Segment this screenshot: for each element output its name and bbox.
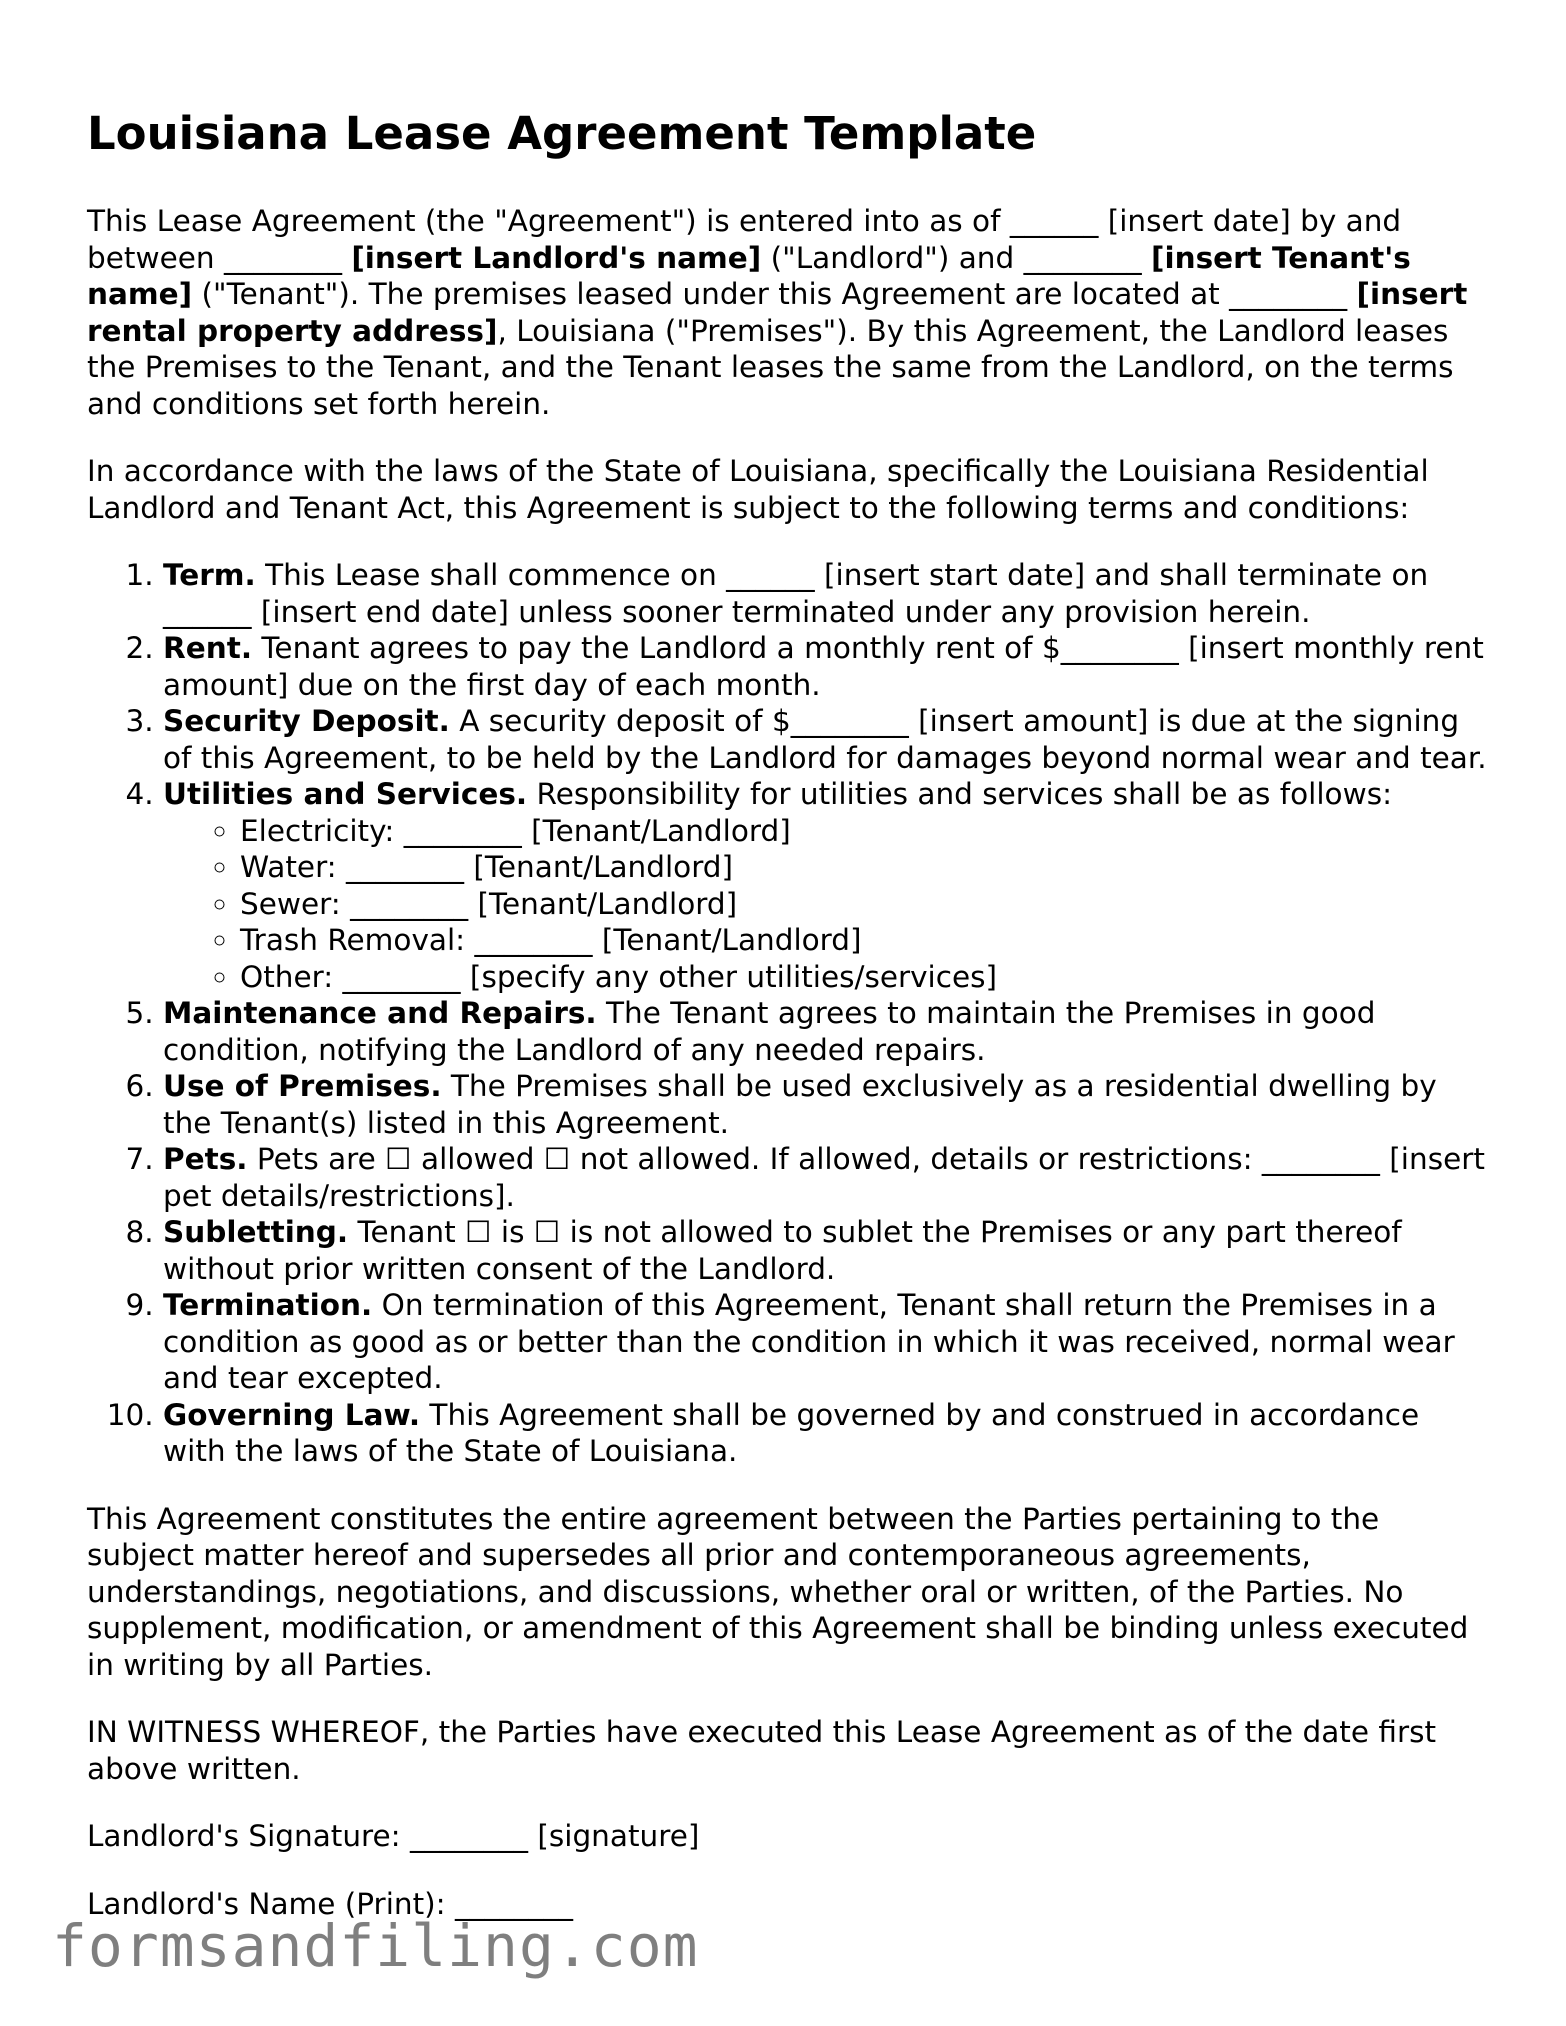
intro-text-4: , Louisiana ("Premises"). By this Agreement, the Landlord leases the Premises to the Tenant, and the Tenant leases the same from the Landlord, on the terms and conditions set forth herein.	[87, 313, 1454, 421]
tenant-name-placeholder: [insert Tenant's name]	[87, 240, 1411, 311]
document-page	[87, 107, 1487, 1953]
watermark-logo: formsandfiling.com	[52, 1912, 699, 1980]
term-text: The Tenant agrees to maintain the Premises in good condition, notifying the Landlord of any needed repairs.	[163, 996, 1376, 1067]
term-label: Subletting.	[163, 1215, 349, 1249]
term-text: This Lease shall commence on ______ [insert start date] and shall terminate on ______ [insert end date] unless sooner terminated under any provision herein.	[163, 558, 1429, 629]
term-item	[163, 1141, 1487, 1214]
utilities-list	[163, 813, 1487, 996]
utility-item: ◦ Trash Removal: ________ [Tenant/Landlord]	[240, 922, 1487, 959]
term-text: On termination of this Agreement, Tenant shall return the Premises in a condition as good as or better than the condition in which it was received, normal wear and tear excepted.	[163, 1288, 1455, 1395]
term-item	[163, 776, 1487, 995]
landlord-name-line: Landlord's Name (Print): ________	[87, 1886, 573, 1921]
property-address-placeholder: [insert rental property address]	[87, 277, 1468, 348]
term-label: Term.	[163, 558, 256, 592]
term-item	[163, 557, 1487, 630]
document-title: Louisiana Lease Agreement Template	[87, 107, 1037, 160]
term-label: Security Deposit.	[163, 704, 450, 738]
intro-text-1: This Lease Agreement (the "Agreement") is entered into as of ______ [insert date] by and between ________	[87, 204, 1402, 275]
terms-list	[87, 557, 1487, 1470]
intro-paragraph	[87, 203, 1487, 422]
term-label: Rent.	[163, 631, 253, 665]
term-item	[163, 1397, 1487, 1470]
term-text: The Premises shall be used exclusively as a residential dwelling by the Tenant(s) listed in this Agreement.	[163, 1069, 1437, 1140]
term-text: A security deposit of $________ [insert amount] is due at the signing of this Agreement, to be held by the Landlord for damages beyond normal wear and tear.	[163, 704, 1487, 775]
term-text: Pets are ☐ allowed ☐ not allowed. If allowed, details or restrictions: ________ [insert pet details/restrictions].	[163, 1142, 1485, 1213]
term-label: Maintenance and Repairs.	[163, 996, 597, 1030]
term-label: Use of Premises.	[163, 1069, 442, 1103]
term-label: Governing Law.	[163, 1397, 421, 1432]
term-item	[163, 995, 1487, 1068]
witness-paragraph: IN WITNESS WHEREOF, the Parties have executed this Lease Agreement as of the date first above written.	[87, 1715, 1437, 1786]
term-text: Tenant ☐ is ☐ is not allowed to sublet the Premises or any part thereof without prior written consent of the Landlord.	[163, 1215, 1402, 1286]
term-item	[163, 1214, 1487, 1287]
term-text: This Agreement shall be governed by and construed in accordance with the laws of the State of Louisiana.	[163, 1397, 1420, 1468]
term-item	[163, 703, 1487, 776]
utility-item: ◦ Water: ________ [Tenant/Landlord]	[240, 849, 1487, 886]
landlord-name-placeholder: [insert Landlord's name]	[351, 240, 762, 275]
term-label: Pets.	[163, 1142, 248, 1176]
utility-item: ◦ Sewer: ________ [Tenant/Landlord]	[240, 886, 1487, 923]
term-item	[163, 1068, 1487, 1141]
landlord-signature-line: Landlord's Signature: ________ [signature]	[87, 1819, 700, 1853]
term-label: Termination.	[163, 1288, 373, 1322]
intro-text-2: ("Landlord") and ________	[761, 240, 1151, 275]
term-label: Utilities and Services.	[163, 777, 528, 811]
term-text: Tenant agrees to pay the Landlord a monthly rent of $________ [insert monthly rent amount] due on the first day of each month.	[163, 631, 1484, 702]
entire-agreement-paragraph: This Agreement constitutes the entire agreement between the Parties pertaining to the subject matter hereof and supersedes all prior and contemporaneous agreements, understandings, negotiations, and discussions, whether oral or written, of the Parties. No supplement, modification, or amendment of this Agreement shall be binding unless executed in writing by all Parties.	[87, 1501, 1469, 1682]
term-text: Responsibility for utilities and services shall be as follows:	[527, 777, 1393, 811]
intro-text-3: ("Tenant"). The premises leased under this Agreement are located at ________	[192, 277, 1357, 311]
utility-item: ◦ Other: ________ [specify any other utilities/services]	[240, 959, 1487, 996]
term-item	[163, 630, 1487, 703]
term-item	[163, 1287, 1487, 1397]
utility-item: ◦ Electricity: ________ [Tenant/Landlord]	[240, 813, 1487, 850]
accordance-paragraph: In accordance with the laws of the State of Louisiana, specifically the Louisiana Residential Landlord and Tenant Act, this Agreement is subject to the following terms and conditions:	[87, 454, 1429, 525]
